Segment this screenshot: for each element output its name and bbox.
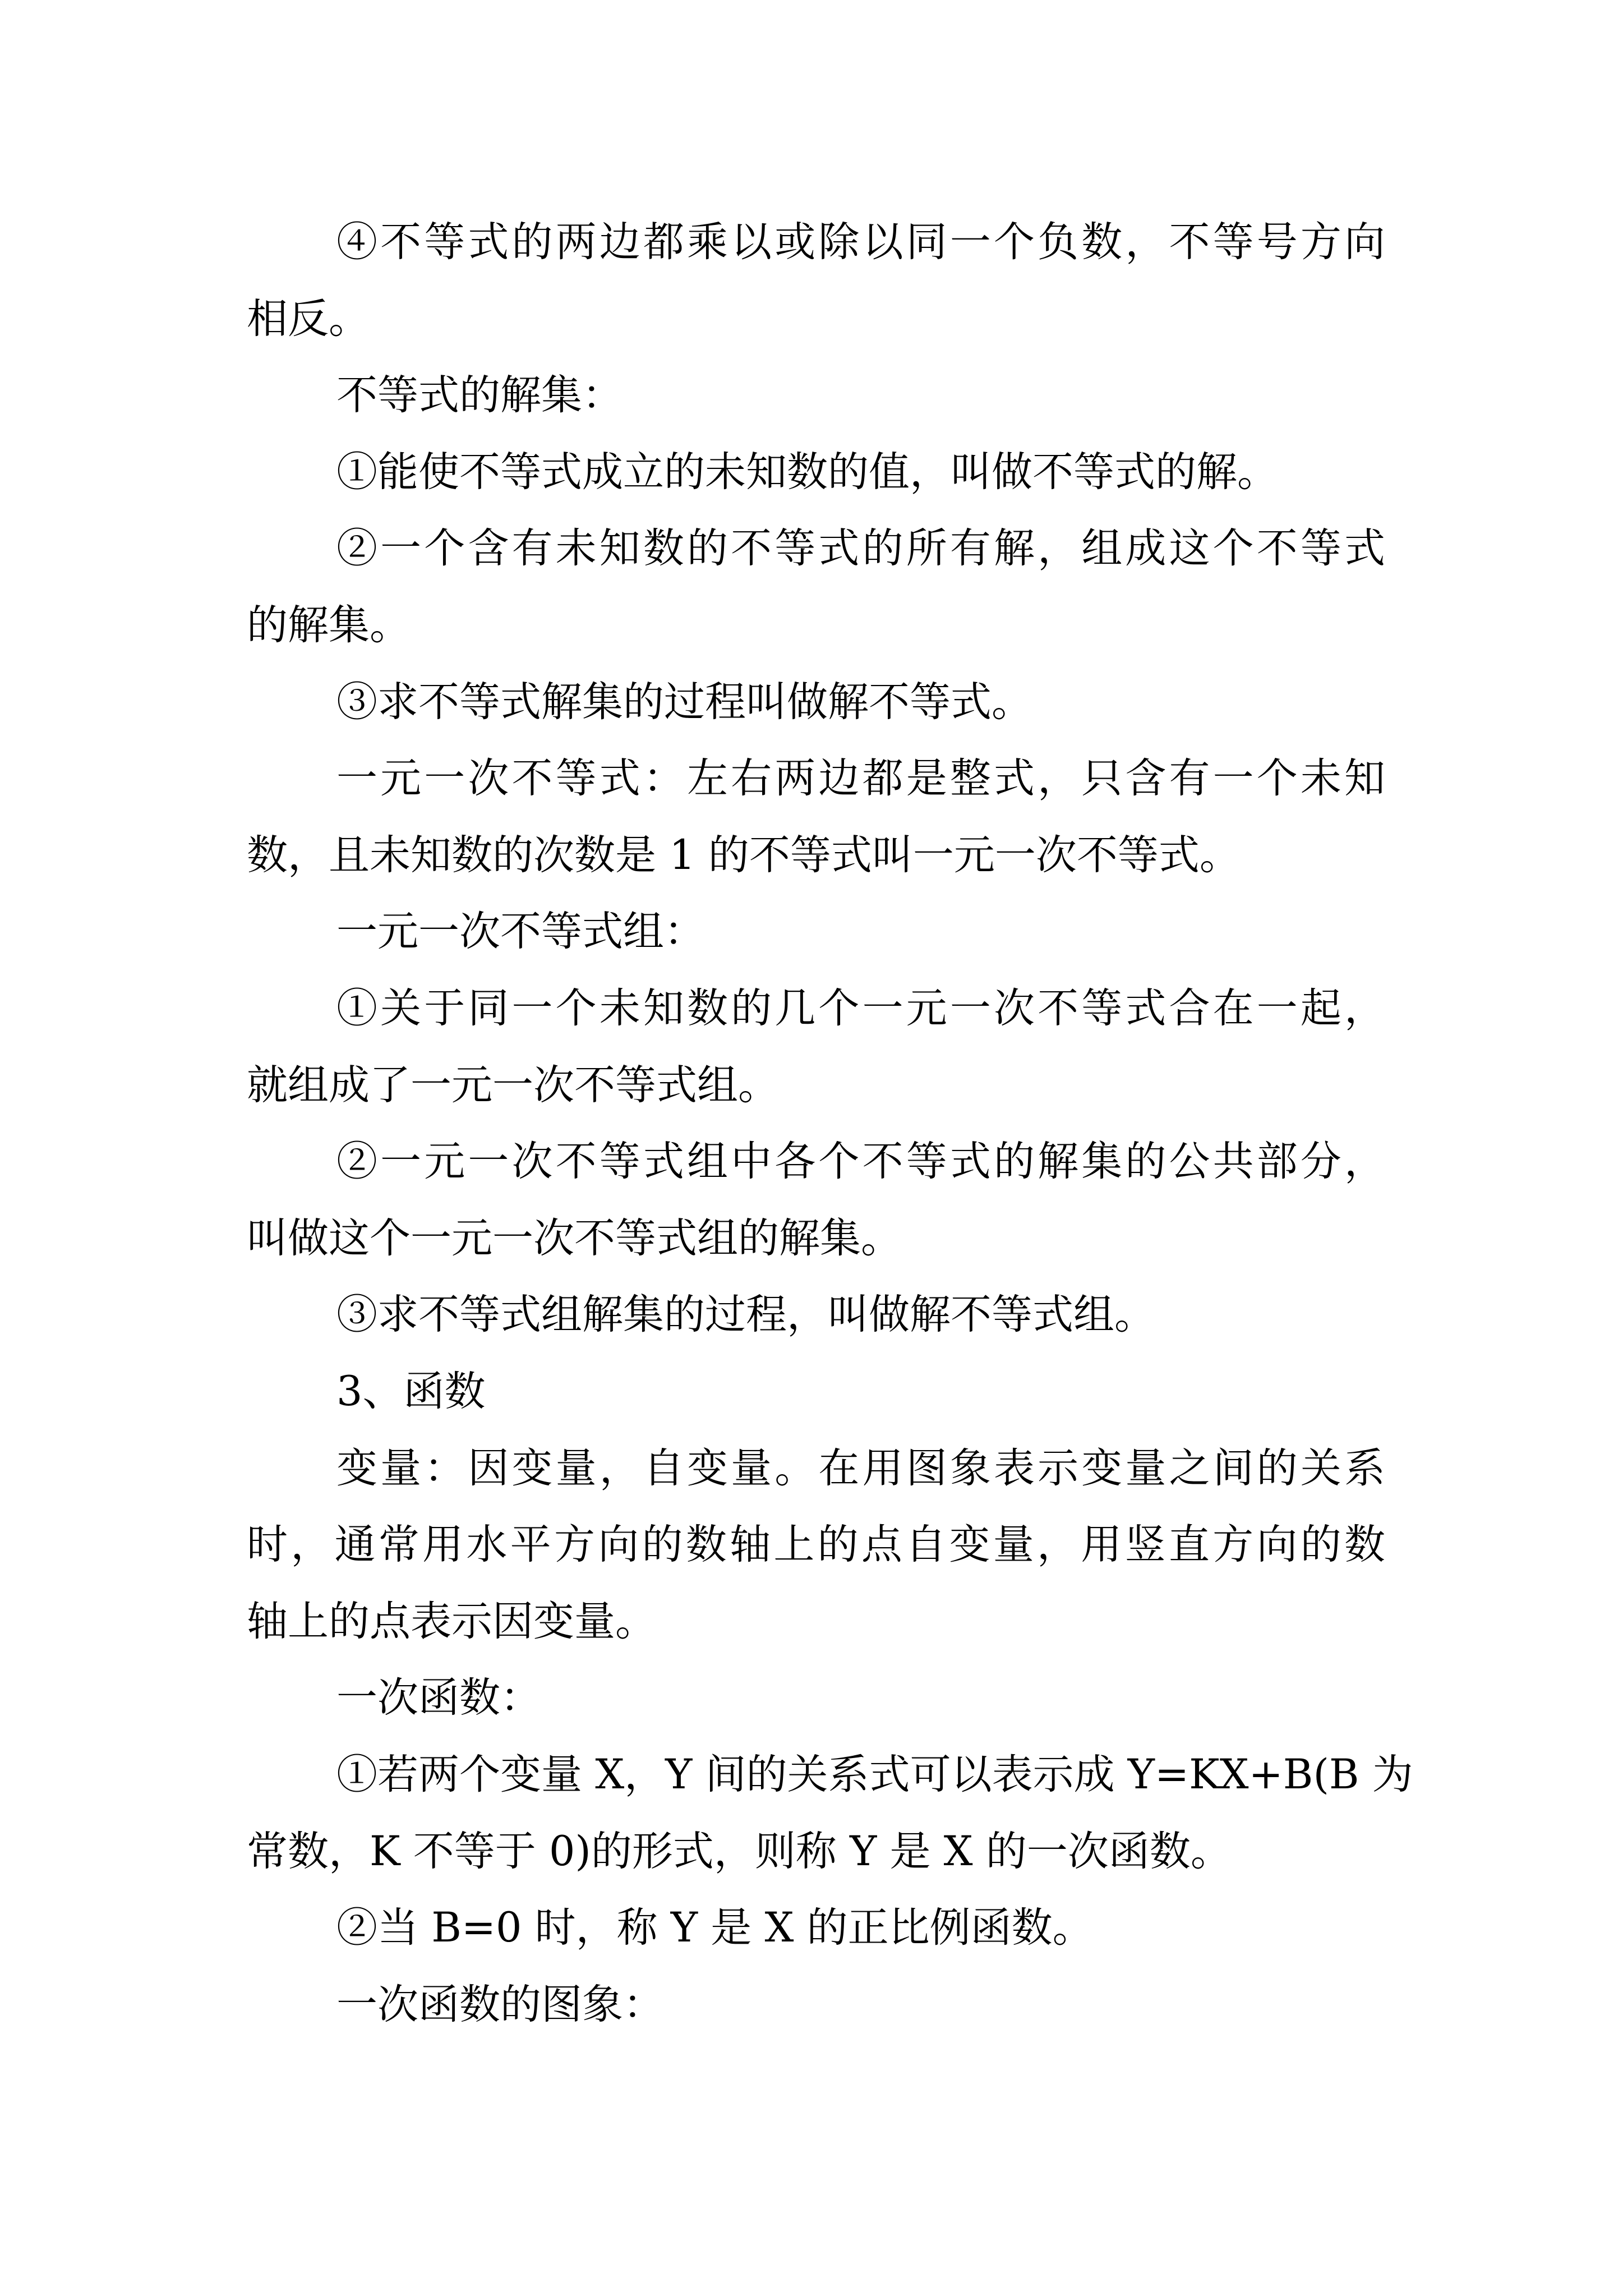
text-line: 不等式的解集：	[336, 371, 623, 419]
text-line: ①关于同一个未知数的几个一元一次不等式合在一起，	[336, 984, 1385, 1032]
text-line: ②一元一次不等式组中各个不等式的解集的公共部分，	[336, 1138, 1385, 1185]
text-line: 相反。	[247, 295, 370, 343]
text-line: ③求不等式解集的过程叫做解不等式。	[336, 678, 1032, 726]
section-heading: 3、函数	[336, 1368, 486, 1415]
text-line: 数，且未知数的次数是 1 的不等式叫一元一次不等式。	[247, 831, 1241, 879]
text-line: 一次函数：	[336, 1674, 541, 1722]
text-line: ②当 B=0 时，称 Y 是 X 的正比例函数。	[336, 1904, 1094, 1952]
text-line: 一次函数的图象：	[336, 1981, 664, 2028]
text-line: ③求不等式组解集的过程，叫做解不等式组。	[336, 1291, 1155, 1338]
text-line: ①若两个变量 X，Y 间的关系式可以表示成 Y=KX+B(B 为	[336, 1751, 1413, 1798]
text-line: 变量：因变量，自变量。在用图象表示变量之间的关系	[336, 1444, 1385, 1492]
text-line: ①能使不等式成立的未知数的值，叫做不等式的解。	[336, 448, 1278, 496]
text-line: 的解集。	[247, 601, 411, 649]
text-line: 轴上的点表示因变量。	[247, 1598, 656, 1645]
text-line: 一元一次不等式组：	[336, 908, 705, 955]
text-line: ②一个含有未知数的不等式的所有解，组成这个不等式	[336, 524, 1385, 572]
text-line: ④不等式的两边都乘以或除以同一个负数，不等号方向	[336, 218, 1385, 266]
text-line: 一元一次不等式：左右两边都是整式，只含有一个未知	[336, 754, 1385, 802]
text-line: 叫做这个一元一次不等式组的解集。	[247, 1214, 902, 1262]
text-line: 时，通常用水平方向的数轴上的点自变量，用竖直方向的数	[247, 1521, 1385, 1568]
text-line: 常数，K 不等于 0)的形式，则称 Y 是 X 的一次函数。	[247, 1828, 1232, 1875]
text-line: 就组成了一元一次不等式组。	[247, 1061, 779, 1109]
